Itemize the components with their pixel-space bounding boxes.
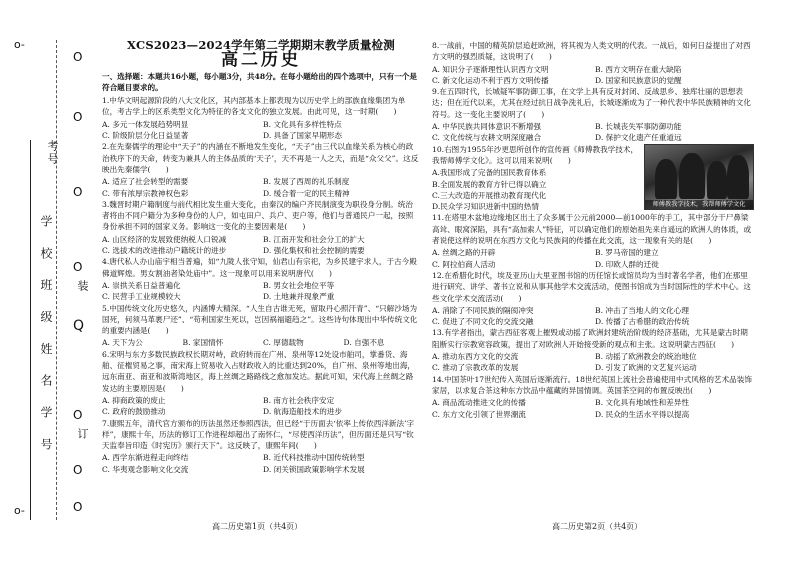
- question: [432, 40, 754, 86]
- answer-option: C. 文化传统与农耕文明深度融合: [432, 133, 542, 143]
- answer-option: B. 文化具有地域性和差异性: [595, 398, 689, 408]
- question: [432, 327, 754, 373]
- answer-option: B. 文化具有多样性特点: [263, 119, 342, 129]
- answer-option: D. 民众的生活水平得以提高: [595, 409, 690, 419]
- answer-option: B. 家国情怀: [182, 338, 224, 348]
- poster-caption: 师傅教我学技术，我帮师傅学文化: [645, 200, 753, 209]
- binding-margin: [0, 0, 92, 562]
- answer-option: A. 多元一体发展趋势明显: [102, 119, 189, 129]
- section-instructions: 一、选择题：本题共16小题，每小题3分，共48分。在每小题给出的四个选项中，只有一个是符合题目要求的。: [102, 71, 417, 92]
- answer-option: C. 华夷观念影响文化交流: [102, 464, 189, 474]
- answer-option: A. 推动东西方文化的交流: [432, 352, 519, 362]
- question: [102, 141, 420, 198]
- answer-option: A. 抑商政策的废止: [102, 395, 166, 405]
- question-stem: 9.在五四时代，长城疑军事防御工事，在文学上具有反对封闭、反战思乡、独库壮丽的思想表达；但在近代以来，尤其在经过抗日战争洗礼后，长城逐渐成为了一种代表中华民族精神的文化符号。这一变化主要说明了( ): [432, 87, 751, 119]
- binding-hole-icon: Q: [73, 318, 85, 334]
- answer-option: C. 东方文化引领了世界潮流: [432, 409, 526, 419]
- poster-figure: [655, 159, 677, 199]
- answer-option: B. 近代科技推动中国传统转型: [263, 453, 365, 463]
- answer-option: C. 阿拉伯商人活动: [432, 259, 496, 269]
- question-list: [432, 40, 754, 420]
- answer-option: B. 动摇了欧洲教会的统治地位: [595, 352, 697, 362]
- question-stem: 12.在希腊化时代，埃及亚历山大里亚图书馆的历任馆长或馆员均为当时著名学者，他们在那里进行研究、讲学、著书立说和从事其他学术交流活动，使图书馆成为当时国际性的学术中心。这些文化学术交流活动( ): [432, 270, 751, 303]
- answer-options: [102, 176, 420, 199]
- answer-options: [102, 337, 420, 348]
- right-column: [432, 40, 754, 420]
- answer-option: A. 商品流动推进文化的传播: [432, 398, 526, 408]
- answer-option: A. 适应了社会转型的需要: [102, 177, 189, 187]
- question-stem: 1.中华文明起源阶段的八大文化区，其内部基本上都表现为以历史学上的部族血缘集团为单位，考古学上的区系类型文化为特征的各支文化的独立发展。由此可见，这一时期( ): [102, 96, 406, 117]
- answer-option: B. 发展了西周的礼乐制度: [263, 177, 350, 187]
- answer-option: A. 中华民族共同体意识不断增强: [432, 122, 542, 132]
- question: [102, 303, 420, 349]
- answer-option: C. 阶级阶层分化日益显著: [102, 131, 189, 141]
- answer-option: A. 崇拱关系日益普遍化: [102, 280, 181, 290]
- question: [102, 199, 420, 256]
- answer-option: B.全面发展的教育方针已得以确立: [432, 179, 547, 189]
- answer-option: D. 缓合着一定的民主精神: [263, 188, 350, 198]
- binding-hole-icon: O: [73, 500, 83, 514]
- answer-option: B. 冲击了当地人的文化心理: [595, 305, 689, 315]
- answer-option: C. 促进了不同文化的交流交融: [432, 317, 534, 327]
- answer-option: A. 天下为公: [102, 338, 143, 348]
- exam-title: XCS2023—2024学年第二学期期末教学质量检测: [127, 38, 395, 52]
- answer-options: [102, 234, 420, 257]
- answer-option: A. 山区经济的发展致使纳税人口锐减: [102, 234, 227, 244]
- question: [102, 95, 420, 141]
- question: [432, 374, 754, 420]
- answer-option: B. 南方社会秩序安定: [263, 395, 335, 405]
- left-column: [102, 40, 420, 475]
- question-stem: 14.中国茶叶17世纪传入英国后逐渐流行。18世纪英国上流社会普遍使用中式风格的艺术品装饰家居，以求复合茶这种东方饮品中蕴藏的异国情调。英国茶空间的布置反映出( ): [432, 374, 752, 395]
- margin-label-student-info: 学 校 班 级 姓 名 学 号: [39, 215, 53, 458]
- answer-option: C.三大改造的开展推动教育现代化: [432, 190, 547, 200]
- question-stem: 4.唐代私人办山庙宇相当普遍，如“九陇人张守知，仙君山有宗祀，为乡民建宇求人，于古今殿佛道辉煌。男女割油者染处庙中”。这一现象可以用来说明唐代( ): [102, 257, 417, 278]
- answer-option: D. 航海造船技术的进步: [263, 407, 342, 417]
- question-stem: 11.在塔里木盆地边缘地区出土了众多属于公元前2000—前1000年的手工，其中部分干尸鼻梁高耸、眼窝深陷，具有“高加索人”特征，可以确定他们的原始祖先来自遥远的欧洲人的体质，或者说使这样的说明在东西方文化与民族间的传播在此交流，这一现象有关的是( ): [432, 213, 752, 246]
- answer-options: [432, 351, 754, 374]
- question: [102, 349, 420, 418]
- answer-option: B. 西方文明存在重大缺陷: [595, 64, 682, 74]
- answer-option: B. 男女社会地位平等: [263, 280, 335, 290]
- binding-dashed-line: [56, 40, 57, 520]
- answer-option: A. 知识分子逐渐理性认识西方文明: [432, 64, 549, 74]
- question: [432, 86, 754, 143]
- answer-option: D. 印欧人群的迁徙: [595, 259, 659, 269]
- answer-option: C. 推动了宗教改革的发展: [432, 363, 519, 373]
- answer-option: C. 新文化运动不利于西方文明传播: [432, 75, 549, 85]
- question-stem: 5.中国传统文化历史悠久，内涵博大精深。“人生自古谁无死，留取丹心照汗青”、“只解沙场为国死，何须马革裹尸还”、“苟利国家生死以，岂因祸福避趋之”。这些诗句体现出中华传统文化的重要内涵是( ): [102, 303, 418, 336]
- margin-label-zhuang: 装: [76, 280, 89, 293]
- binding-hole-icon: O: [73, 408, 83, 422]
- question-stem: 3.魏晋时期户籍制度与前代相比发生重大变化，由秦汉的编户齐民制演变为职役身分制。统治者将由不同户籍分为多种身份的人户，如屯田户、兵户、吏户等，他们与普通民户一起，按照身份承担不同的国家义务。影响这一变化的主要因素是( ): [102, 199, 414, 232]
- answer-option: A.我国形成了完备的国民教育体系: [432, 168, 547, 178]
- question-stem: 8.一战前，中国的精英阶层追赶欧洲，将其视为人类文明的代表。一战后，如何日益提出了对西方文明的强烈质疑，这说明了( ): [432, 41, 751, 62]
- answer-option: D. 土地兼并现象严重: [263, 292, 335, 302]
- answer-options: [432, 121, 754, 144]
- answer-option: C. 政府的鼓励推动: [102, 407, 166, 417]
- answer-option: B. 长城丧失军事防御功能: [595, 122, 682, 132]
- answer-option: D. 保护文化遗产任重道远: [595, 133, 682, 143]
- answer-options: [432, 64, 754, 87]
- binding-hole-icon: O: [73, 185, 83, 199]
- answer-options: [102, 452, 420, 475]
- answer-options: [102, 119, 420, 142]
- answer-option: A. 西学东渐进程走向终结: [102, 453, 189, 463]
- answer-option: A. 丝绸之路的开辟: [432, 248, 496, 258]
- answer-options: [432, 305, 754, 328]
- answer-option: D. 自强不息: [343, 338, 385, 348]
- binding-hole-icon: O: [73, 260, 83, 274]
- question-stem: 2.在先秦儒学的理论中“天子”的内涵在不断地发生变化，“天子”由三代以血缘关系为核心的政治秩序下的天命，转变为兼具人的主体品质的‘天子’，天不再是一人之天，而是“众父父”。这反映出先秦儒学( ): [102, 142, 419, 174]
- answer-option: D. 传播了古希腊的政治传统: [595, 317, 690, 327]
- answer-option: D. 国家和民族意识的觉醒: [595, 75, 682, 85]
- answer-options: [432, 247, 754, 270]
- question-list: [102, 95, 420, 475]
- question: [432, 212, 754, 269]
- answer-options: [102, 280, 420, 303]
- question: [102, 256, 420, 302]
- question-stem: 13.有学者指出，蒙古西征客观上摧毁或动摇了欧洲封建统治阶级的经济基础，尤其是蒙古时期阻断实行宗教宽容政策，提出了对欧洲人开始接受新的观点和主张。这说明蒙古西征( ): [432, 328, 748, 349]
- question: [432, 270, 754, 327]
- binding-hole-icon: O: [73, 50, 83, 64]
- answer-options: [102, 395, 420, 418]
- answer-option: C. 带有浓厚宗教神权色彩: [102, 188, 189, 198]
- answer-option: B. 江南开发和社会分工的扩大: [263, 234, 365, 244]
- poster-figure: [679, 153, 705, 199]
- answer-option: C. 厚德载物: [263, 338, 304, 348]
- page-footer: 高二历史第1页（共4页）: [212, 522, 303, 531]
- question: [102, 418, 420, 475]
- answer-option: D. 强化集权和社会控制的需要: [263, 246, 365, 256]
- binding-hole-icon: O: [73, 463, 83, 477]
- answer-option: D. 引发了欧洲的文艺复兴运动: [595, 363, 697, 373]
- answer-options: [432, 397, 754, 420]
- page-footer: 高二历史第2页（共4页）: [552, 522, 643, 531]
- question-stem: 10.右图为1955年沙更思所创作的宣传画《师傅教我学技术，我帮师傅学文化》。这可以用来说明( ): [432, 144, 639, 165]
- corner-mark-icon: o-: [14, 38, 25, 51]
- margin-vertical-line: [30, 140, 31, 520]
- answer-option: D. 闭关锁国政策影响学术发展: [263, 464, 365, 474]
- question: [432, 144, 754, 213]
- answer-option: B. 罗马帝国的建立: [595, 248, 659, 258]
- header: [102, 38, 420, 71]
- answer-option: D. 具备了国家早期形态: [263, 131, 342, 141]
- binding-hole-icon: O: [73, 110, 83, 124]
- margin-label-ding: 订: [76, 428, 89, 441]
- question-stem: 7.康熙五年，清代官方颁布的历法虽然还参照西法，但已经“于历面去‘依率上传依西洋新法’字样”，康熙十年，历法的修订工作进程却超出了南怀仁，“尽使西洋历法”，但历面还是只写“钦天监奉旨印造《时宪历》颁行天下”。这反映了，康熙年间( ): [102, 418, 415, 451]
- poster-figure: [707, 161, 727, 199]
- propaganda-poster-image: [644, 144, 754, 210]
- answer-option: C. 选拔术的改进推动户籍统计的进步: [102, 246, 227, 256]
- poster-figure: [727, 155, 749, 199]
- margin-label-kaohao: 考号: [46, 140, 59, 166]
- answer-option: A. 消除了不同民族的隔阂冲突: [432, 305, 534, 315]
- answer-option: C. 民营手工业规模较大: [102, 292, 181, 302]
- answer-option: D.民众学习知识进新中国的热情: [432, 202, 539, 212]
- question-stem: 6.宋明与东方多数民族政权长期对峙，政府转而在广州、泉州等12处设市舶司，掌番货、海舶、征権贸易之事，南宋海上贸易收入占财政收入的比重达到20%，自广州、泉州等地出海，远东南亚、南亚和波斯湾地区，海上丝绸之路路线之愈加发达。据此可知，宋代海上丝绸之路发达的主要原因是( ): [102, 349, 416, 393]
- subject-title: 高二历史: [221, 50, 301, 71]
- corner-mark-icon: o-: [14, 504, 25, 517]
